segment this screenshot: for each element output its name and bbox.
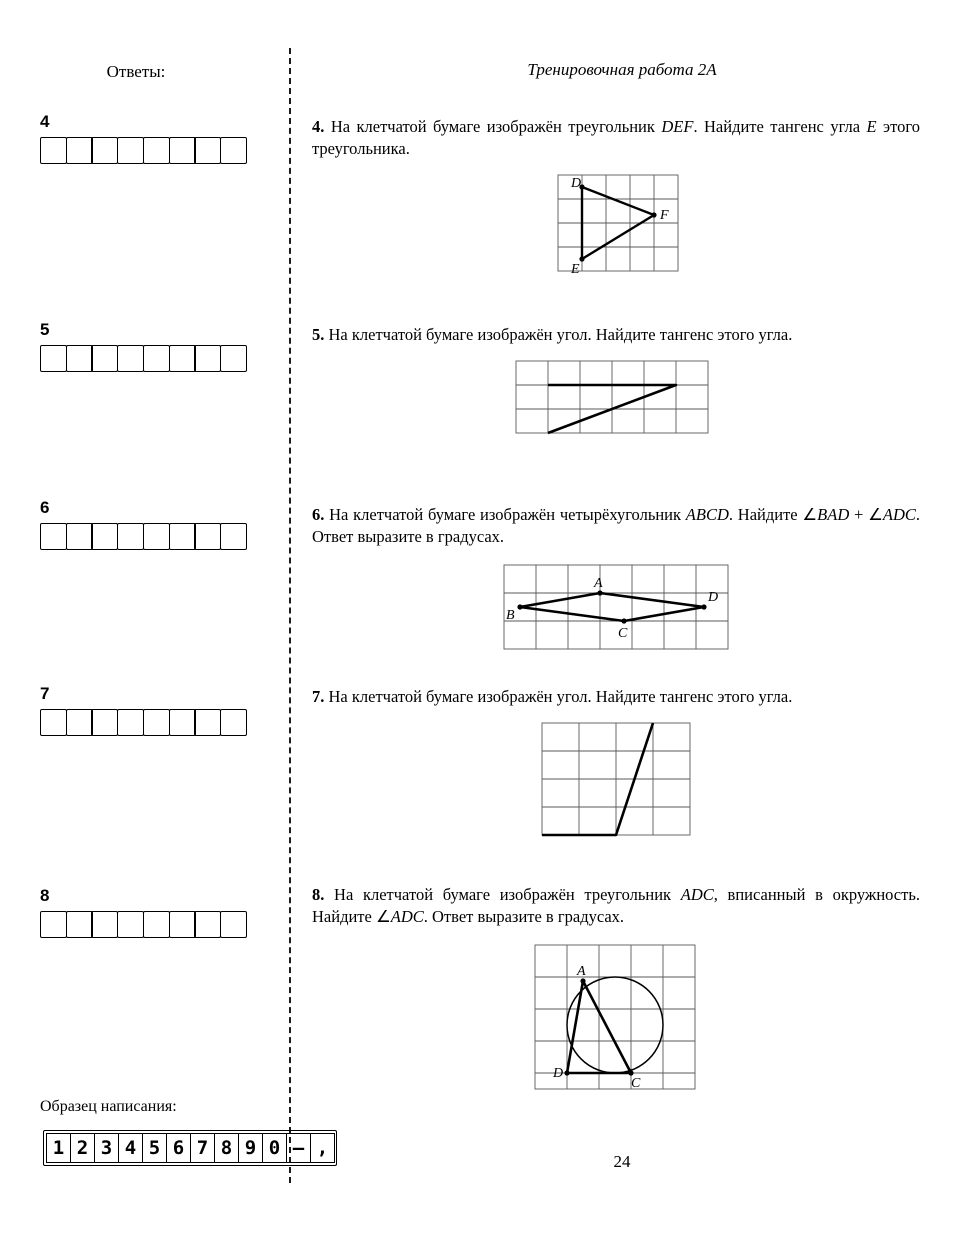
label-E: E — [571, 261, 580, 277]
label-A: A — [577, 963, 586, 979]
answer-cell[interactable] — [40, 137, 67, 164]
task-8-text — [312, 884, 920, 928]
answer-cell[interactable] — [169, 345, 196, 372]
task-6-text-mid2: + ∠ — [849, 505, 883, 524]
task-4-text-before: На клетчатой бумаге изображён треугольник — [324, 117, 662, 136]
sample-char: 1 — [46, 1133, 71, 1163]
task-6-number: 6. — [312, 505, 325, 524]
answer-cell[interactable] — [169, 709, 196, 736]
task-7 — [312, 686, 920, 847]
task-5-figure-wrapper — [312, 355, 920, 453]
answer-cell[interactable] — [117, 523, 144, 550]
answer-number-7: 7 — [40, 684, 50, 703]
task-8-text-middle: , вписанный в окружность. Найдите ∠ — [312, 885, 920, 926]
answer-cell[interactable] — [66, 911, 93, 938]
sample-char: 7 — [190, 1133, 215, 1163]
sample-char: , — [310, 1133, 335, 1163]
answer-cell[interactable] — [143, 911, 170, 938]
task-4-text-middle: . Найдите тангенс угла — [693, 117, 867, 136]
answer-cell[interactable] — [143, 137, 170, 164]
task-6-text-middle: . Найдите ∠ — [728, 505, 818, 524]
answer-cell[interactable] — [66, 709, 93, 736]
answer-cell[interactable] — [66, 345, 93, 372]
angle-7-figure — [526, 717, 706, 847]
task-6-text-after: . Ответ выразите в градусах. — [312, 505, 921, 546]
task-7-text-body: На клетчатой бумаге изображён угол. Найдите тангенс этого угла. — [324, 687, 793, 706]
sample-char: 9 — [238, 1133, 263, 1163]
task-4-text — [312, 116, 920, 160]
answer-cell[interactable] — [91, 709, 118, 736]
answer-cell[interactable] — [143, 523, 170, 550]
answer-cell[interactable] — [220, 911, 247, 938]
sample-char: 6 — [166, 1133, 191, 1163]
task-6-text-before: На клетчатой бумаге изображён четырёхугольник — [324, 505, 686, 524]
sample-char: 0 — [262, 1133, 287, 1163]
answer-cell[interactable] — [40, 709, 67, 736]
task-8-figure-wrapper — [312, 937, 920, 1099]
label-F: F — [660, 207, 669, 223]
answer-cell[interactable] — [169, 911, 196, 938]
answer-cell[interactable] — [117, 911, 144, 938]
task-8 — [312, 884, 920, 1099]
answer-cell[interactable] — [143, 709, 170, 736]
task-4-italic-def: DEF — [661, 117, 694, 136]
task-7-text — [312, 686, 920, 708]
task-5-number: 5. — [312, 325, 325, 344]
task-6-figure-wrapper — [312, 557, 920, 661]
sample-char: 2 — [70, 1133, 95, 1163]
answers-title: Ответы: — [106, 62, 166, 81]
task-6 — [312, 504, 920, 661]
task-8-number: 8. — [312, 885, 325, 904]
answer-cell[interactable] — [194, 709, 221, 736]
sample-char: 8 — [214, 1133, 239, 1163]
quadrilateral-abcd-figure — [496, 557, 736, 661]
task-6-text — [312, 504, 920, 548]
answer-number-5: 5 — [40, 320, 50, 339]
answer-cell[interactable] — [169, 137, 196, 164]
answer-cell[interactable] — [194, 523, 221, 550]
work-title: Тренировочная работа 2А — [527, 60, 717, 79]
label-D: D — [708, 589, 719, 605]
task-7-number: 7. — [312, 687, 325, 706]
answer-cell[interactable] — [220, 523, 247, 550]
vertical-dashed-divider — [289, 48, 291, 1183]
task-4-text-after: этого треугольника. — [312, 117, 920, 158]
answer-cell[interactable] — [194, 137, 221, 164]
sample-writing-label: Образец написания: — [40, 1098, 177, 1115]
answer-cell[interactable] — [194, 911, 221, 938]
task-8-italic-adc-1: ADC — [680, 885, 714, 904]
answer-cell[interactable] — [40, 345, 67, 372]
sample-writing-strip — [43, 1130, 337, 1166]
task-4-italic-e: E — [866, 117, 877, 136]
label-C: C — [631, 1075, 641, 1091]
answer-boxes-6[interactable] — [40, 523, 246, 550]
answer-cell[interactable] — [220, 345, 247, 372]
answer-cell[interactable] — [91, 137, 118, 164]
triangle-adc-circle-figure — [521, 937, 711, 1099]
answer-cell[interactable] — [40, 523, 67, 550]
answer-cell[interactable] — [40, 911, 67, 938]
task-4 — [312, 116, 920, 297]
answer-boxes-8[interactable] — [40, 911, 246, 938]
answer-cell[interactable] — [169, 523, 196, 550]
sample-char: 4 — [118, 1133, 143, 1163]
answer-block-4 — [40, 112, 246, 164]
answer-cell[interactable] — [117, 345, 144, 372]
sample-char: 3 — [94, 1133, 119, 1163]
label-D: D — [553, 1065, 564, 1081]
task-4-number: 4. — [312, 117, 325, 136]
task-8-text-after: . Ответ выразите в градусах. — [423, 906, 625, 926]
triangle-def-figure — [540, 169, 692, 297]
answer-cell[interactable] — [91, 523, 118, 550]
task-5-text — [312, 324, 920, 346]
answer-cell[interactable] — [91, 345, 118, 372]
answer-cell[interactable] — [220, 137, 247, 164]
task-5-text-body: На клетчатой бумаге изображён угол. Найдите тангенс этого угла. — [324, 325, 793, 344]
answer-cell[interactable] — [220, 709, 247, 736]
answer-block-5 — [40, 320, 246, 372]
label-A: A — [594, 575, 603, 591]
task-6-italic-adc: ADC — [882, 505, 916, 524]
answer-cell[interactable] — [117, 137, 144, 164]
answer-number-8: 8 — [40, 886, 50, 905]
answer-boxes-7[interactable] — [40, 709, 246, 736]
answer-number-4: 4 — [40, 112, 50, 131]
answer-boxes-5[interactable] — [40, 345, 246, 372]
task-6-italic-abcd: ABCD — [685, 505, 729, 524]
answer-block-7 — [40, 684, 246, 736]
page-number: 24 — [613, 1152, 631, 1171]
task-7-figure-wrapper — [312, 717, 920, 847]
task-4-figure-wrapper — [312, 169, 920, 297]
answer-number-6: 6 — [40, 498, 50, 517]
answer-cell[interactable] — [91, 911, 118, 938]
answer-block-8 — [40, 886, 246, 938]
answer-cell[interactable] — [66, 523, 93, 550]
answer-block-6 — [40, 498, 246, 550]
answers-column — [0, 0, 329, 1245]
answer-cell[interactable] — [194, 345, 221, 372]
task-8-italic-adc-2: ADC — [390, 906, 424, 926]
answer-boxes-4[interactable] — [40, 137, 246, 164]
task-8-text-before: На клетчатой бумаге изображён треугольник — [324, 885, 681, 904]
task-6-italic-bad: BAD — [817, 505, 850, 524]
label-D: D — [571, 175, 582, 191]
sample-char: – — [286, 1133, 311, 1163]
label-C: C — [618, 625, 628, 641]
label-B: B — [506, 607, 515, 623]
answer-cell[interactable] — [117, 709, 144, 736]
sample-char: 5 — [142, 1133, 167, 1163]
task-5 — [312, 324, 920, 453]
angle-5-figure — [508, 355, 724, 453]
answer-cell[interactable] — [143, 345, 170, 372]
answer-cell[interactable] — [66, 137, 93, 164]
